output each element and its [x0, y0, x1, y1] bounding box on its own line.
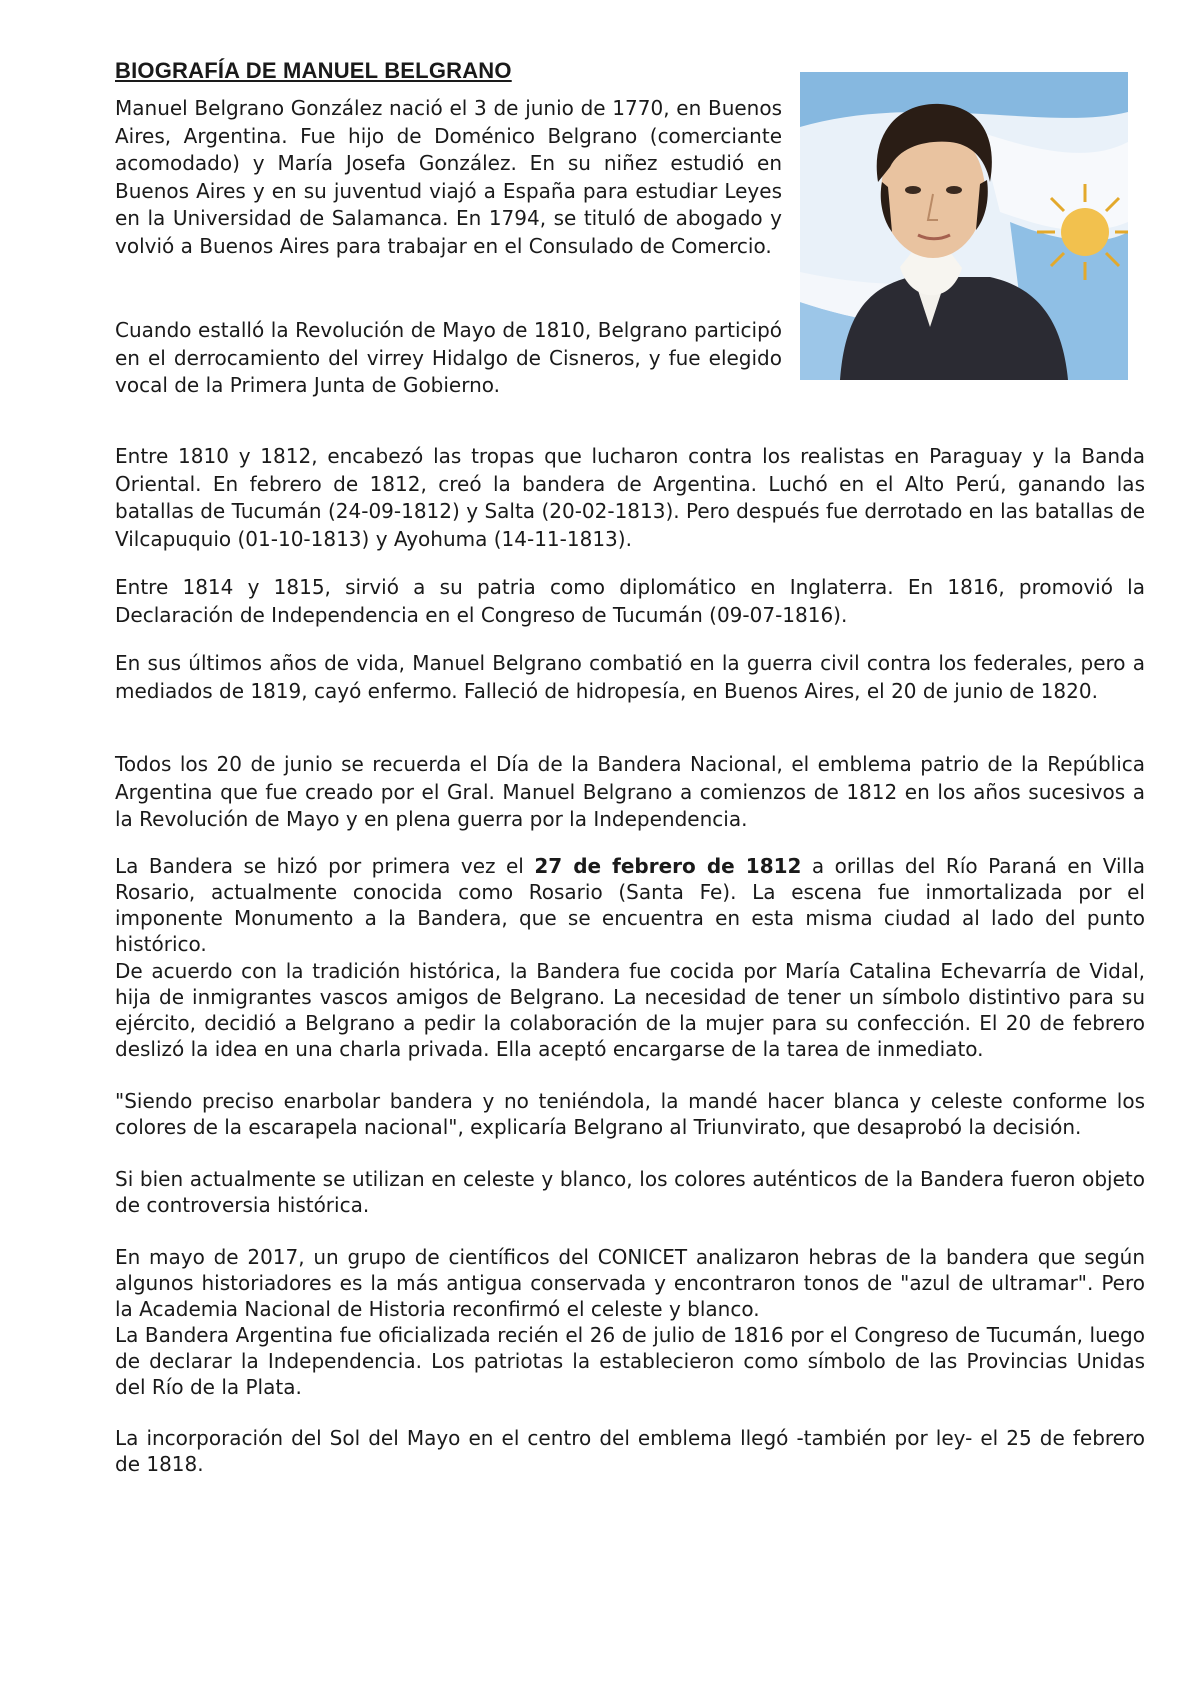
- paragraph-officialization: La Bandera Argentina fue oficializada recién el 26 de julio de 1816 por el Congreso de Tucumán, luego de declarar la Independencia. Los patriotas la establecieron como símbolo de las Provincias Unidas del Río de la Plata.: [115, 1323, 1145, 1399]
- paragraph-sun-of-may: La incorporación del Sol del Mayo en el centro del emblema llegó -también por ley- el 25 de febrero de 1818.: [115, 1426, 1145, 1476]
- paragraph-campaigns: Entre 1810 y 1812, encabezó las tropas que lucharon contra los realistas en Paraguay y la Banda Oriental. En febrero de 1812, creó la bandera de Argentina. Luchó en el Alto Perú, ganando las batallas de Tucumán (24-09-1812) y Salta (20-02-1813). Pero después fue derrotado en las batallas de Vilcapuquio (01-10-1813) y Ayohuma (14-11-1813).: [115, 444, 1145, 551]
- paragraph-diplomacy: Entre 1814 y 1815, sirvió a su patria como diplomático en Inglaterra. En 1816, promovió la Declaración de Independencia en el Congreso de Tucumán (09-07-1816).: [115, 575, 1145, 627]
- first-flag-text-end: a orillas del Río Paraná en Villa Rosario, actualmente conocida como Rosario (Santa Fe). La escena fue inmortalizada por el imponente Monumento a la Bandera, que se encuentra en esta misma ciudad al lado del punto histórico.: [115, 854, 1145, 956]
- document-title: BIOGRAFÍA DE MANUEL BELGRANO: [115, 58, 512, 83]
- belgrano-portrait-image: [800, 72, 1128, 380]
- paragraph-flag-day: Todos los 20 de junio se recuerda el Día de la Bandera Nacional, el emblema patrio de la República Argentina que fue creado por el Gral. Manuel Belgrano a comienzos de 1812 en los años sucesivos a la Revolución de Mayo y en plena guerra por la Independencia.: [115, 752, 1145, 831]
- first-flag-date: 27 de febrero de 1812: [534, 854, 802, 878]
- paragraph-first-flag: [115, 853, 1145, 957]
- paragraph-death: En sus últimos años de vida, Manuel Belgrano combatió en la guerra civil contra los federales, pero a mediados de 1819, cayó enfermo. Falleció de hidropesía, en Buenos Aires, el 20 de junio de 1820.: [115, 651, 1145, 703]
- paragraph-seamstress: De acuerdo con la tradición histórica, la Bandera fue cocida por María Catalina Echevarría de Vidal, hija de inmigrantes vascos amigos de Belgrano. La necesidad de tener un símbolo distintivo para su ejército, decidió a Belgrano a pedir la colaboración de la mujer para su confección. El 20 de febrero deslizó la idea en una charla privada. Ella aceptó encargarse de la tarea de inmediato.: [115, 959, 1145, 1061]
- portrait-illustration: [800, 72, 1128, 380]
- paragraph-controversy: Si bien actualmente se utilizan en celeste y blanco, los colores auténticos de la Bandera fueron objeto de controversia histórica.: [115, 1167, 1145, 1217]
- paragraph-conicet: En mayo de 2017, un grupo de científicos del CONICET analizaron hebras de la bandera que según algunos historiadores es la más antigua conservada y encontraron tonos de "azul de ultramar". Pero la Academia Nacional de Historia reconfirmó el celeste y blanco.: [115, 1245, 1145, 1321]
- first-flag-text-start: La Bandera se hizó por primera vez el: [115, 854, 535, 878]
- paragraph-revolution: Cuando estalló la Revolución de Mayo de 1810, Belgrano participó en el derrocamiento del virrey Hidalgo de Cisneros, y fue elegido vocal de la Primera Junta de Gobierno.: [115, 318, 782, 397]
- paragraph-birth: Manuel Belgrano González nació el 3 de junio de 1770, en Buenos Aires, Argentina. Fue hijo de Doménico Belgrano (comerciante acomodado) y María Josefa González. En su niñez estudió en Buenos Aires y en su juventud viajó a España para estudiar Leyes en la Universidad de Salamanca. En 1794, se tituló de abogado y volvió a Buenos Aires para trabajar en el Consulado de Comercio.: [115, 96, 782, 258]
- paragraph-quote: "Siendo preciso enarbolar bandera y no teniéndola, la mandé hacer blanca y celeste conforme los colores de la escarapela nacional", explicaría Belgrano al Triunvirato, que desaprobó la decisión.: [115, 1089, 1145, 1139]
